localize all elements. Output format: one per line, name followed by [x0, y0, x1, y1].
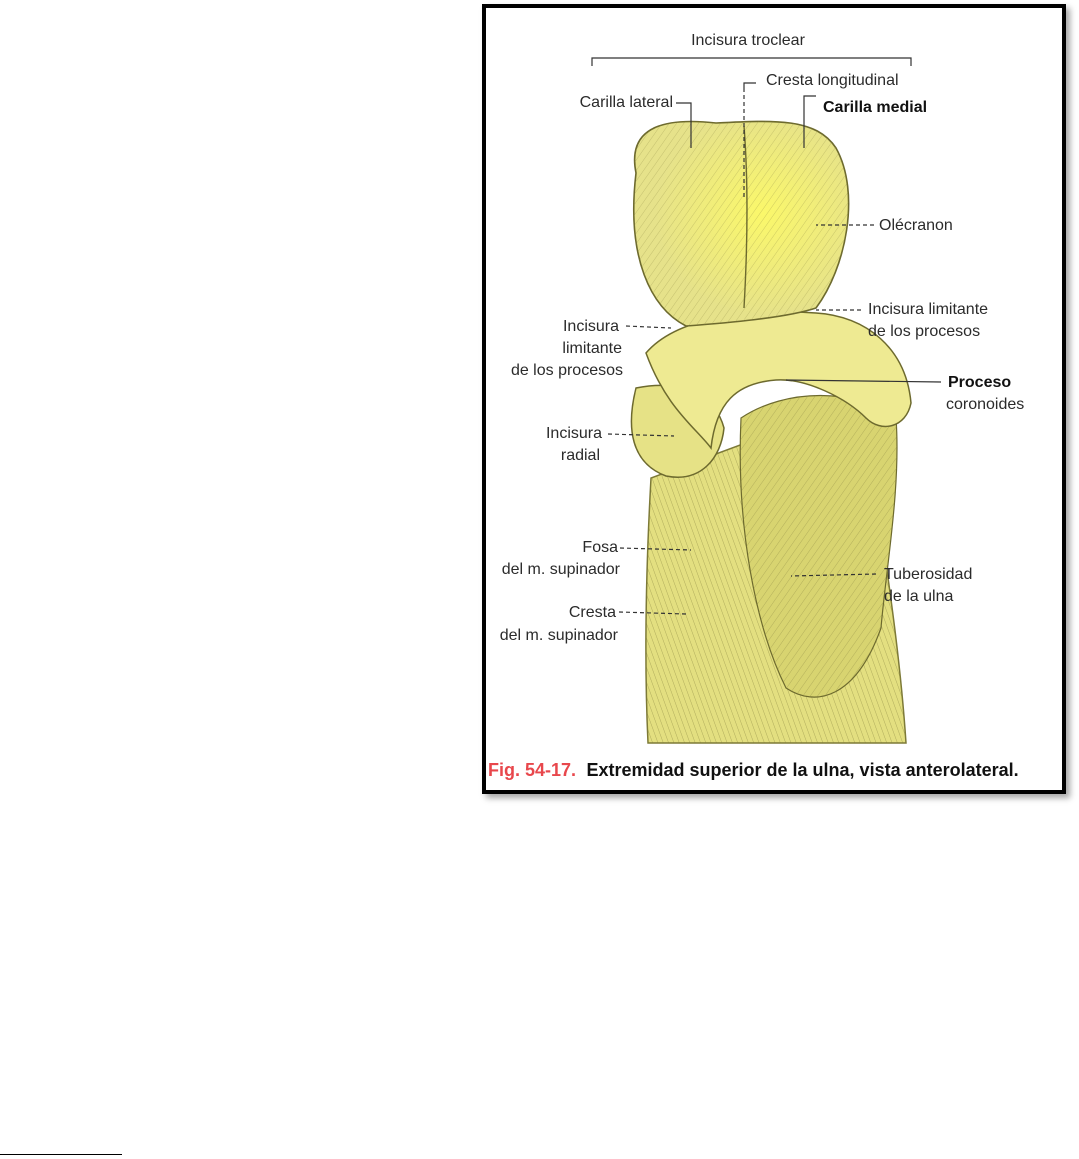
label-carilla-lateral: Carilla lateral	[579, 94, 673, 111]
figure-caption	[488, 760, 1019, 780]
label-incisura-troclear: Incisura troclear	[691, 32, 805, 49]
footnote-separator	[0, 1154, 122, 1155]
label-incisura-limitante-medial-2: de los procesos	[868, 323, 981, 340]
label-fosa-2: del m. supinador	[501, 561, 620, 578]
ulna-illustration	[486, 8, 1062, 790]
label-tuberosidad-1: Tuberosidad	[884, 566, 973, 583]
label-fosa-1: Fosa	[582, 539, 618, 556]
label-coronoides: coronoides	[946, 396, 1025, 413]
label-incisura-limitante-medial-1: Incisura limitante	[868, 301, 989, 318]
caption-prefix: Fig. 54-17.	[488, 760, 577, 780]
label-olecranon: Olécranon	[879, 217, 953, 234]
olecranon-texture	[634, 121, 849, 326]
label-proceso: Proceso	[948, 374, 1012, 391]
label-cresta-1: Cresta	[568, 604, 616, 621]
label-incisura-limitante-lateral-2: limitante	[562, 340, 622, 357]
label-incisura-radial-1: Incisura	[545, 425, 602, 442]
trochlear-bracket	[592, 58, 911, 66]
label-tuberosidad-2: de la ulna	[884, 588, 954, 605]
label-cresta-longitudinal: Cresta longitudinal	[766, 72, 899, 89]
label-cresta-2: del m. supinador	[499, 627, 618, 644]
caption-text: Extremidad superior de la ulna, vista anterolateral.	[586, 760, 1019, 780]
label-incisura-limitante-lateral-3: de los procesos	[510, 362, 623, 379]
label-incisura-limitante-lateral-1: Incisura	[562, 318, 619, 335]
figure-frame	[482, 4, 1066, 794]
label-incisura-radial-2: radial	[560, 447, 600, 464]
label-carilla-medial: Carilla medial	[823, 99, 928, 116]
